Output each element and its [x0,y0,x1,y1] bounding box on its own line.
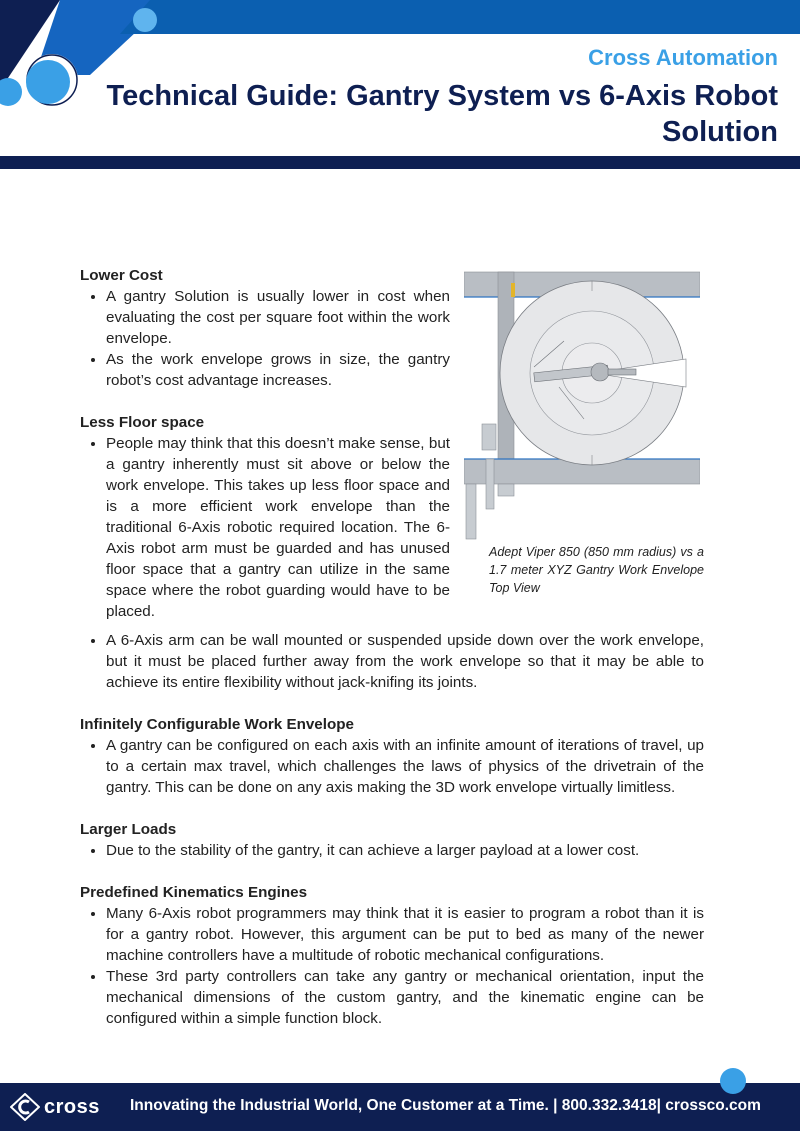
cross-logo-icon [10,1093,40,1121]
header-rule [0,156,800,169]
section-title: Lower Cost [80,267,163,284]
work-envelope-diagram [464,269,700,541]
section-title: Infinitely Configurable Work Envelope [80,716,354,733]
section-title: Predefined Kinematics Engines [80,884,308,901]
footer-decoration-dot [720,1068,746,1094]
footer-brand: cross [44,1095,100,1118]
document-title: Technical Guide: Gantry System vs 6-Axis Robot Solution [106,80,778,148]
bullet-item: • As the work envelope grows in size, the gantry robot’s cost advantage increases. [106,349,704,391]
footer-bar [0,1083,800,1131]
bullet-item: • A gantry Solution is usually lower in cost when evaluating the cost per square foot within the work envelope. [106,286,704,349]
figure-caption: Adept Viper 850 (850 mm radius) vs a 1.7 meter XYZ Gantry Work Envelope Top View [489,545,704,595]
bullet-item: • Due to the stability of the gantry, it can achieve a larger payload at a lower cost. [106,840,704,861]
section-title: Less Floor space [80,414,205,431]
footer-logo [10,1093,100,1121]
footer-tagline: Innovating the Industrial World, One Customer at a Time. | 800.332.3418| crossco.com [130,1097,761,1114]
bullet-item: • A gantry can be configured on each axis with an infinite amount of iterations of travel, up to a certain max travel, which challenges the laws of physics of the drivetrain of the gantry. This can be done on any axis making the 3D work envelope virtually limitless. [106,735,704,798]
bullet-item: • People may think that this doesn’t make sense, but a gantry inherently must sit above or below the work envelope. This takes up less floor space and is a more efficient work envelope than the traditional 6-Axis robotic required location. The 6-Axis robot arm must be guarded and has unused floor space that a gantry can utilize in the same space where the robot guarding would have to be placed. [106,433,704,622]
main-content [80,265,704,1050]
bullet-item: • A 6-Axis arm can be wall mounted or suspended upside down over the work envelope, but it must be placed further away from the work envelope so that it may be able to achieve its entire flexibility without jack-knifing its joints. [106,630,704,693]
bullet-item: • These 3rd party controllers can take any gantry or mechanical orientation, input the mechanical dimensions of the custom gantry, and the kinematic engine can be configured within a simple function block. [106,966,704,1029]
company-name: Cross Automation [588,45,778,70]
section-kinematics-engines [80,882,704,1029]
envelope-figure [464,269,704,597]
section-title: Larger Loads [80,821,177,838]
bullet-list [80,735,704,798]
bullet-list [80,840,704,861]
section-larger-loads [80,819,704,861]
section-configurable-envelope [80,714,704,798]
bullet-item: • Many 6-Axis robot programmers may think that it is easier to program a robot than it is for a gantry robot. However, this argument can be put to bed as many of the newer machine controllers have a multitude of robotic mechanical configurations. [106,903,704,966]
bullet-list [80,903,704,1029]
